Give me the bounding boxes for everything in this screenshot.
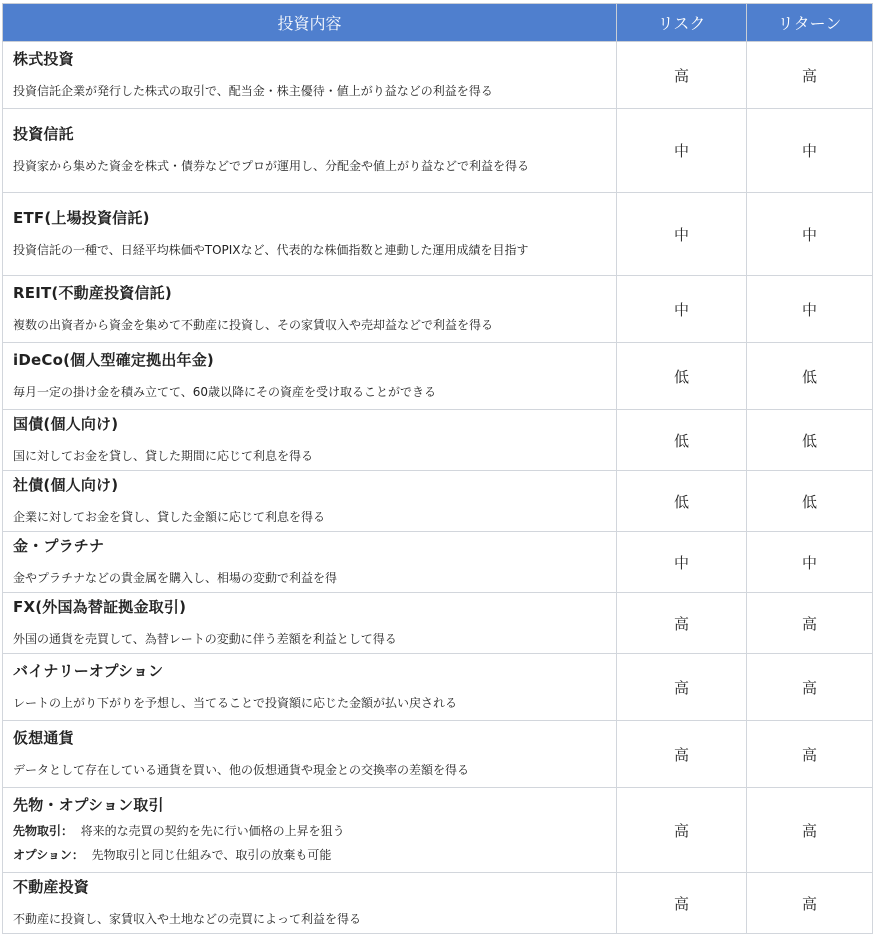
content-cell [3,343,617,410]
risk-cell: 中 [617,532,747,593]
investment-desc: データとして存在している通貨を買い、他の仮想通貨や現金との交換率の差額を得る [13,762,470,777]
return-cell: 高 [747,788,873,873]
table-row [3,721,873,788]
table-row [3,654,873,721]
content-cell [3,788,617,873]
investment-name: バイナリーオプション [13,661,164,680]
return-cell: 中 [747,276,873,343]
investment-desc: 外国の通貨を売買して、為替レートの変動に伴う差額を利益として得る [13,631,397,646]
investment-name: FX(外国為替証拠金取引) [13,597,187,616]
investment-name: 社債(個人向け) [13,475,119,494]
return-cell: 高 [747,593,873,654]
return-cell: 高 [747,873,873,934]
investment-name: 国債(個人向け) [13,414,119,433]
content-cell [3,410,617,471]
table-row [3,276,873,343]
table-row [3,343,873,410]
content-cell [3,654,617,721]
investment-table [2,3,873,934]
return-cell: 高 [747,721,873,788]
investment-name: 投資信託 [13,125,74,143]
investment-desc: 投資信託企業が発行した株式の取引で、配当金・株主優待・値上がり益などの利益を得る [13,83,493,98]
risk-cell: 高 [617,788,747,873]
content-cell [3,873,617,934]
investment-desc: 複数の出資者から資金を集めて不動産に投資し、その家賃収入や売却益などで利益を得る [13,317,494,332]
risk-cell: 高 [617,42,747,109]
table-row [3,788,873,873]
header-return: リターン [747,4,873,42]
return-cell: 高 [747,42,873,109]
risk-cell: 高 [617,654,747,721]
desc-label: 先物取引： [13,823,74,838]
investment-name: iDeCo(個人型確定拠出年金) [13,350,214,369]
investment-desc: 不動産に投資し、家賃収入や土地などの売買によって利益を得る [13,911,362,926]
content-cell [3,721,617,788]
desc-label: オプション： [13,847,84,862]
header-content: 投資内容 [3,4,617,42]
table-row [3,109,873,193]
content-cell [3,276,617,343]
investment-desc: 投資信託の一種で、日経平均株価やTOPIXなど、代表的な株価指数と連動した運用成績を目指す [13,242,529,257]
investment-name: REIT(不動産投資信託) [13,283,172,302]
risk-cell: 中 [617,276,747,343]
return-cell: 中 [747,193,873,276]
risk-cell: 高 [617,873,747,934]
content-cell [3,109,617,193]
investment-name: 金・プラチナ [13,536,105,555]
investment-desc: 国に対してお金を貸し、貸した期間に応じて利息を得る [13,448,314,463]
table-row [3,873,873,934]
investment-desc: 企業に対してお金を貸し、貸した金額に応じて利息を得る [13,509,326,524]
content-cell [3,42,617,109]
risk-cell: 高 [617,593,747,654]
risk-cell: 高 [617,721,747,788]
return-cell: 高 [747,654,873,721]
risk-cell: 低 [617,343,747,410]
investment-desc: レートの上がり下がりを予想し、当てることで投資額に応じた金額が払い戻される [13,695,458,710]
return-cell: 中 [747,109,873,193]
desc-text: 将来的な売買の契約を先に行い価格の上昇を狙う [80,823,345,838]
investment-name: 仮想通貨 [13,728,74,747]
table-row [3,593,873,654]
risk-cell: 低 [617,471,747,532]
header-risk: リスク [617,4,747,42]
investment-name: 不動産投資 [13,877,90,896]
investment-desc: 金やプラチナなどの貴金属を購入し、相場の変動で利益を得 [13,570,338,585]
return-cell: 低 [747,471,873,532]
header-row [3,4,873,42]
return-cell: 低 [747,343,873,410]
return-cell: 低 [747,410,873,471]
risk-cell: 中 [617,193,747,276]
investment-desc-line [13,819,606,843]
table-row [3,471,873,532]
investment-name: 先物・オプション取引 [13,795,164,814]
table-row [3,42,873,109]
table-row [3,532,873,593]
table-row [3,193,873,276]
content-cell [3,532,617,593]
table-row [3,410,873,471]
risk-cell: 中 [617,109,747,193]
investment-name: 株式投資 [13,49,74,68]
investment-desc: 毎月一定の掛け金を積み立てて、60歳以降にその資産を受け取ることができる [13,384,437,399]
return-cell: 中 [747,532,873,593]
investment-name: ETF(上場投資信託) [13,208,150,227]
desc-text: 先物取引と同じ仕組みで、取引の放棄も可能 [91,847,332,862]
content-cell [3,471,617,532]
content-cell [3,593,617,654]
investment-desc-line [13,843,606,867]
risk-cell: 低 [617,410,747,471]
investment-desc: 投資家から集めた資金を株式・債券などでプロが運用し、分配金や値上がり益などで利益を得る [13,159,530,173]
content-cell [3,193,617,276]
